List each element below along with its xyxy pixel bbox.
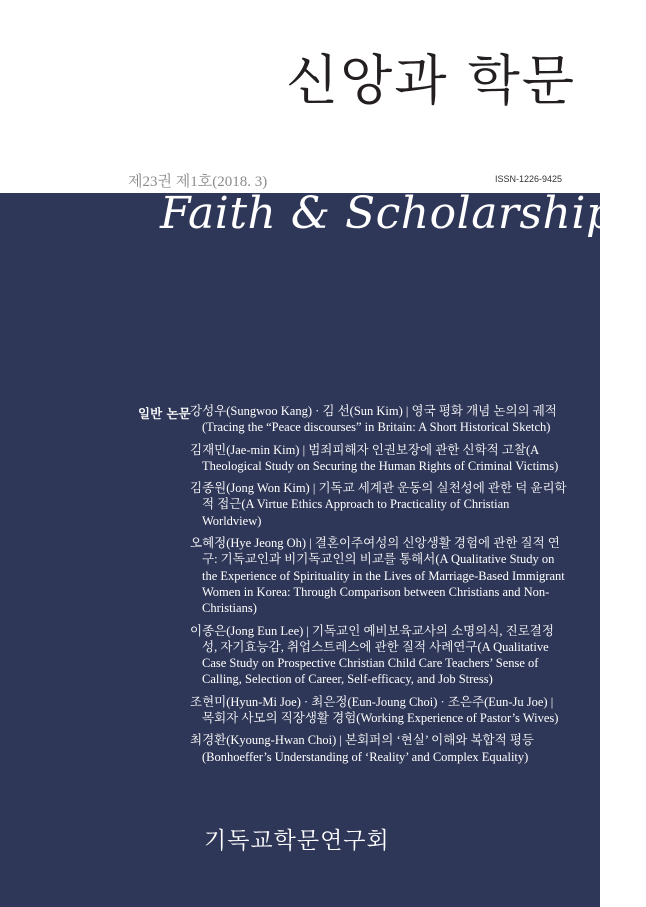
issn-label: ISSN-1226-9425: [494, 174, 562, 184]
article-entry: 조현미(Hyun-Mi Joe) · 최은정(Eun-Joung Choi) · 조은주(Eun-Ju Joe) | 목회자 사모의 직장생활 경험(Working Experience of Pastor’s Wives): [190, 694, 559, 726]
section-label: 일반 논문: [138, 406, 191, 421]
article-entry: 김종원(Jong Won Kim) | 기독교 세계관 운동의 실천성에 관한 덕 윤리학적 접근(A Virtue Ethics Approach to Practicality of Christian Worldview): [190, 481, 567, 528]
publisher-name: 기독교학문연구회: [204, 828, 390, 854]
journal-title-korean: 신앙과 학문: [286, 49, 576, 112]
article-entry: 최경환(Kyoung-Hwan Choi) | 본회퍼의 ‘현실’ 이해와 복합적 평등(Bonhoeffer’s Understanding of ‘Reality’ and Complex Equality): [190, 733, 534, 764]
article-entry: 강성우(Sungwoo Kang) · 김 선(Sun Kim) | 영국 평화 개념 논의의 궤적 (Tracing the “Peace discourses” in Britain: A Short Historical Sketch): [190, 404, 557, 435]
article-entry: 김재민(Jae-min Kim) | 범죄피해자 인권보장에 관한 신학적 고찰(A Theological Study on Securing the Human Rights of Criminal Victims): [190, 442, 559, 473]
article-entry: 이종은(Jong Eun Lee) | 기독교인 예비보육교사의 소명의식, 진로결정성, 자기효능감, 취업스트레스에 관한 질적 사례연구(A Qualitative Case Study on Prospective Christian Child Care Teachers’ Sense of Calling, Selection of Career, Self-efficacy, and Job Stress): [190, 623, 554, 687]
article-list: [190, 403, 568, 771]
volume-issue-label: 제23권 제1호(2018. 3): [128, 174, 268, 190]
article-entry: 오혜정(Hye Jeong Oh) | 결혼이주여성의 신앙생활 경험에 관한 질적 연구: 기독교인과 비기독교인의 비교를 통해서(A Qualitative Study on the Experience of Spirituality in the Lives of Marriage-Based Immigrant Women in Korea: Through Comparison between Christians and Non-Christians): [190, 536, 565, 616]
journal-title-english: Faith & Scholarship: [160, 188, 615, 239]
